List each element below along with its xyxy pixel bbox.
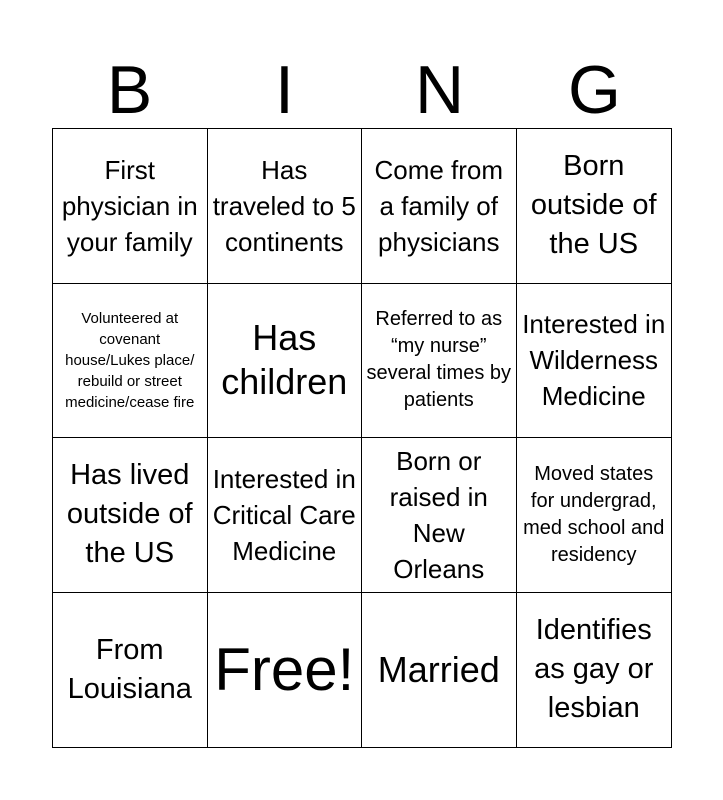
- bingo-cell-free-space[interactable]: [208, 593, 363, 748]
- cell-text: Volunteered at covenant house/Lukes place/ rebuild or street medicine/cease fire: [65, 309, 195, 411]
- bingo-grid: [52, 128, 672, 748]
- cell-text: First physician in your family: [61, 154, 198, 257]
- bingo-cell-r3-c4[interactable]: [517, 438, 672, 593]
- bingo-cell-r2-c4[interactable]: [517, 284, 672, 439]
- header-letter-i: I: [275, 52, 294, 128]
- cell-text: Referred to as “my nurse” several times by patients: [366, 308, 511, 412]
- bingo-cell-r2-c2[interactable]: [208, 284, 363, 439]
- cell-text: Born outside of the US: [530, 150, 657, 261]
- bingo-cell-r3-c1[interactable]: [53, 438, 208, 593]
- bingo-cell-r4-c1[interactable]: [53, 593, 208, 748]
- cell-text: From Louisiana: [67, 633, 192, 705]
- cell-text: Come from a family of physicians: [374, 154, 504, 257]
- cell-text: Has lived outside of the US: [66, 459, 193, 570]
- cell-text: Has children: [221, 317, 348, 403]
- cell-text: Moved states for undergrad, med school and residency: [523, 462, 665, 566]
- cell-text: Interested in Wilderness Medicine: [522, 309, 666, 412]
- bingo-cell-r2-c1[interactable]: [53, 284, 208, 439]
- bingo-cell-r1-c4[interactable]: [517, 129, 672, 284]
- bingo-cell-r3-c2[interactable]: [208, 438, 363, 593]
- cell-text: Identifies as gay or lesbian: [534, 614, 654, 725]
- header-letter-g: G: [568, 52, 621, 128]
- bingo-cell-r4-c3[interactable]: [362, 593, 517, 748]
- bingo-cell-r2-c3[interactable]: [362, 284, 517, 439]
- bingo-header: [52, 52, 672, 128]
- cell-text: Married: [377, 648, 500, 690]
- bingo-cell-r4-c4[interactable]: [517, 593, 672, 748]
- bingo-cell-r3-c3[interactable]: [362, 438, 517, 593]
- header-letter-b: B: [106, 52, 153, 128]
- header-letter-n: N: [414, 52, 465, 128]
- bingo-cell-r1-c3[interactable]: [362, 129, 517, 284]
- bingo-cell-r1-c1[interactable]: [53, 129, 208, 284]
- cell-text: Interested in Critical Care Medicine: [212, 463, 356, 566]
- cell-text: Born or raised in New Orleans: [389, 445, 488, 584]
- bingo-cell-r1-c2[interactable]: [208, 129, 363, 284]
- cell-text: Has traveled to 5 continents: [212, 154, 356, 257]
- cell-text: Free!: [214, 635, 355, 703]
